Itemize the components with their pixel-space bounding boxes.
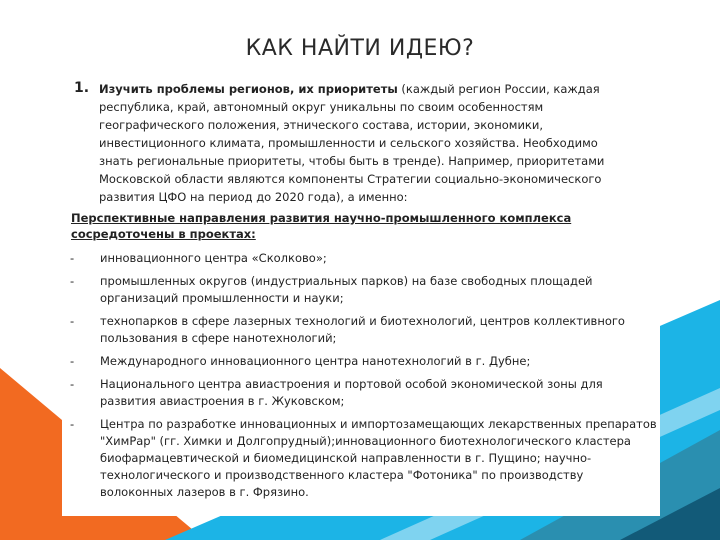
bullet-marker: - (70, 377, 75, 391)
item-number: 1. (74, 80, 90, 96)
slide-title: КАК НАЙТИ ИДЕЮ? (245, 36, 475, 61)
list-item-text: промышленных округов (индустриальных парков) на базе свободных площадей организаций промышленности и науки; (100, 274, 593, 305)
list-item (70, 353, 660, 370)
item-lead: Изучить проблемы регионов, их приоритеты (99, 82, 398, 96)
item-body: (каждый регион России, каждая республика, край, автономный округ уникальны по своим особенностям географического положения, этнического состава, истории, экономики, инвестиционного климата, промышленности и сельского хозяйства. Необходимо знать региональные приоритеты, чтобы быть в тренде). Например, приоритетами Московской области являются компоненты Стратегии социально-экономического развития ЦФО на период до 2020 года), а именно: (99, 82, 605, 204)
list-item-text: инновационного центра «Сколково»; (100, 251, 327, 265)
item-text (99, 80, 634, 206)
projects-list (70, 250, 660, 507)
list-item (70, 376, 660, 410)
list-item (70, 250, 660, 267)
bullet-marker: - (70, 314, 75, 328)
numbered-item-1 (74, 80, 634, 206)
bullet-marker: - (70, 251, 75, 265)
bullet-marker: - (70, 354, 75, 368)
list-item-text: Национального центра авиастроения и портовой особой экономической зоны для развития авиастроения в г. Жуковском; (100, 377, 603, 408)
list-item-text: технопарков в сфере лазерных технологий и биотехнологий, центров коллективного пользования в сфере нанотехнологий; (100, 314, 625, 345)
projects-heading: Перспективные направления развития научно-промышленного комплекса сосредоточены в проектах: (71, 211, 572, 241)
list-item (70, 273, 660, 307)
list-item (70, 313, 660, 347)
list-item-text: Центра по разработке инновационных и импортозамещающих лекарственных препаратов "ХимРар" (гг. Химки и Долгопрудный);инновационного биотехнологического кластера биофармацевтической и биомедицинской направленности в г. Пущино; научно-технологического и производственного кластера "Фотоника" по производству волоконных лазеров в г. Фрязино. (100, 417, 657, 499)
list-item (70, 416, 660, 501)
bullet-marker: - (70, 417, 75, 431)
bullet-marker: - (70, 274, 75, 288)
list-item-text: Международного инновационного центра нанотехнологий в г. Дубне; (100, 354, 531, 368)
